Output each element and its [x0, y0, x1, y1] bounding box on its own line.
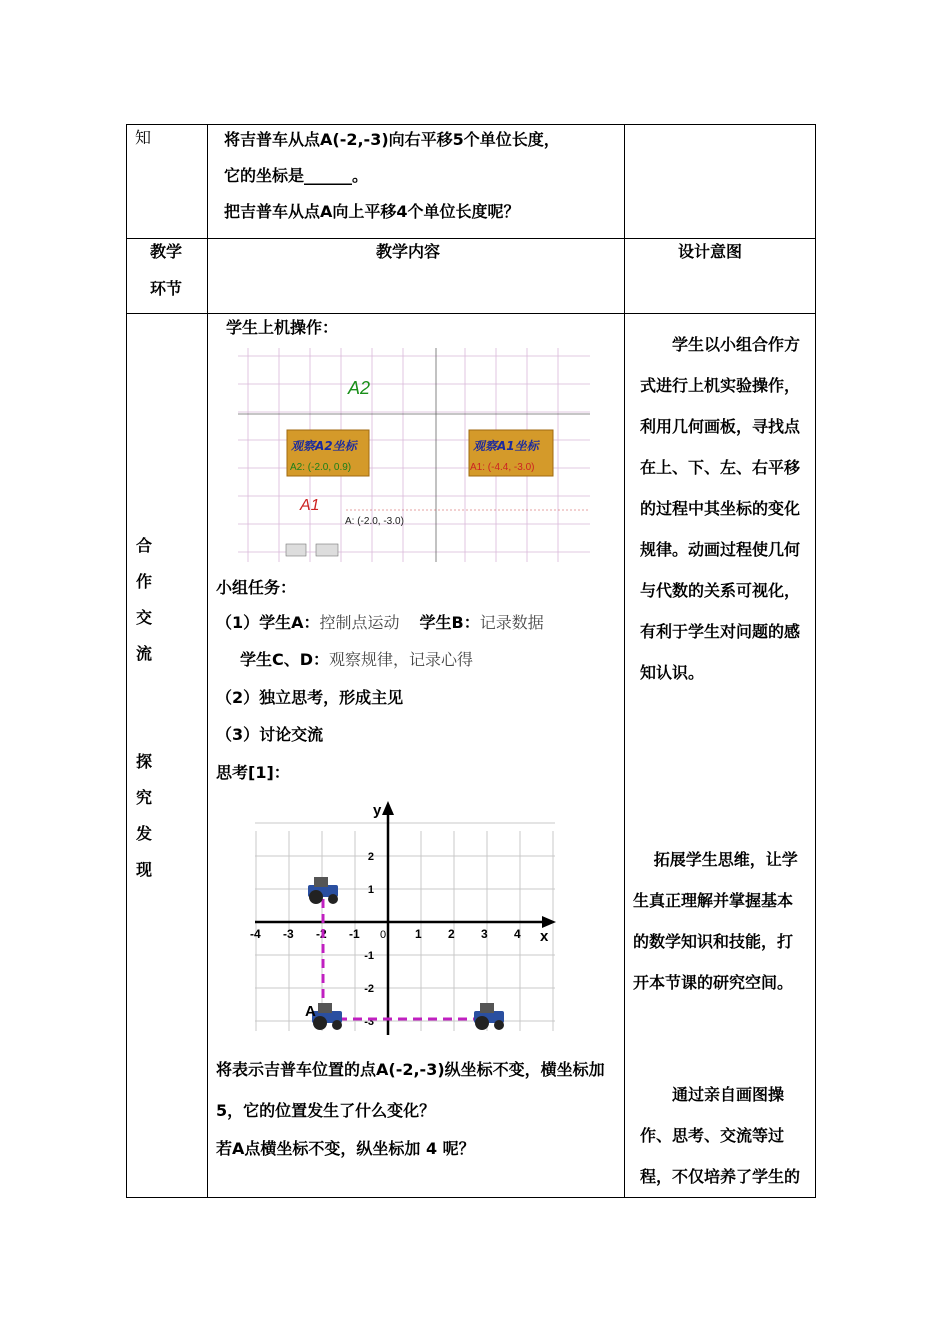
- col-divider: [207, 125, 208, 1197]
- header-col1: 教学: [150, 242, 183, 261]
- diagram-grid: [255, 823, 555, 1031]
- y-axis-label: y: [373, 802, 382, 819]
- row1-line: 把吉普车从点A向上平移4个单位长度呢？: [224, 202, 520, 221]
- panel-a2-value: A2: (-2.0, 0.9): [290, 462, 352, 473]
- sketchpad-button[interactable]: [286, 544, 306, 556]
- header-col3: 设计意图: [678, 242, 743, 261]
- section-label: 探 究 发 现: [135, 752, 152, 879]
- task-title: 小组任务：: [216, 578, 297, 597]
- y-tick-label: -1: [364, 950, 374, 962]
- label-a-value: A: (-2.0, -3.0): [345, 516, 404, 527]
- question-1-cont: 5，它的位置发生了什么变化？: [216, 1101, 436, 1120]
- header-col1: 环节: [150, 279, 183, 298]
- design-note-3: 通过亲自画图操 作、思考、交流等过 程，不仅培养了学生的: [640, 1085, 801, 1186]
- x-tick-label: -3: [283, 927, 294, 941]
- jeep-icon: [474, 1003, 504, 1030]
- panel-a1-value: A1: (-4.4, -3.0): [470, 462, 535, 473]
- label-a2: A2: [348, 378, 371, 398]
- x-axis-arrow: [542, 916, 556, 928]
- section-label: 合 作 交 流: [135, 536, 152, 663]
- op-title: 学生上机操作：: [226, 318, 339, 337]
- x-tick-label: 4: [514, 927, 521, 941]
- x-tick-label: -2: [316, 927, 327, 941]
- panel-a1-title: 观察A1坐标: [473, 439, 539, 453]
- y-tick-label: 1: [367, 884, 374, 896]
- origin-label: 0: [380, 929, 387, 941]
- row1-line: 它的坐标是______。: [224, 166, 369, 185]
- header-col2: 教学内容: [376, 242, 441, 261]
- row-divider: [127, 313, 815, 314]
- row1-left-label: 知: [135, 128, 152, 147]
- label-a1: A1: [300, 497, 320, 514]
- task-1: （1）学生A：控制点运动 学生B：记录数据: [216, 613, 544, 632]
- x-tick-label: 2: [448, 927, 455, 941]
- task-3: （3）讨论交流: [216, 725, 324, 744]
- question-2: 若A点横坐标不变，纵坐标加 4 呢？: [216, 1139, 475, 1158]
- design-note-1: 学生以小组合作方 式进行上机实验操作， 利用几何画板，寻找点 在上、下、左、右平移 的过程中其坐标的变化 规律。动画过程使几何 与代数的关系可视化， 有利于学生对问题的感 知认识。: [640, 335, 801, 682]
- col-divider: [624, 125, 625, 1197]
- x-tick-label: 3: [481, 927, 488, 941]
- row1-line: 将吉普车从点A(-2,-3)向右平移5个单位长度，: [224, 130, 560, 149]
- task-2: （2）独立思考，形成主见: [216, 688, 404, 707]
- panel-a2-title: 观察A2坐标: [291, 439, 357, 453]
- geometry-screenshot: [238, 348, 590, 562]
- point-a-label: A: [305, 1003, 316, 1020]
- y-tick-labels: [364, 851, 374, 1028]
- y-tick-label: -2: [364, 983, 374, 995]
- x-tick-label: -4: [250, 927, 261, 941]
- y-tick-label: 2: [367, 851, 374, 863]
- design-note-2: 拓展学生思维，让学 生真正理解并掌握基本 的数学知识和技能，打 开本节课的研究空间。: [633, 850, 798, 992]
- x-tick-label: -1: [349, 927, 360, 941]
- y-tick-label: -3: [364, 1016, 374, 1028]
- row-divider: [127, 238, 815, 239]
- x-tick-label: 1: [415, 927, 422, 941]
- translation-path: [323, 899, 488, 1019]
- coordinate-diagram: [250, 795, 568, 1035]
- task-1-cd: 学生C、D：观察规律，记录心得: [240, 650, 474, 669]
- y-axis-arrow: [382, 801, 394, 815]
- think-title: 思考[1]：: [216, 763, 290, 782]
- sketchpad-button[interactable]: [316, 544, 338, 556]
- x-axis-label: x: [540, 928, 549, 945]
- question-1: 将表示吉普车位置的点A(-2,-3)纵坐标不变，横坐标加: [216, 1060, 605, 1079]
- jeep-icon: [312, 1003, 342, 1030]
